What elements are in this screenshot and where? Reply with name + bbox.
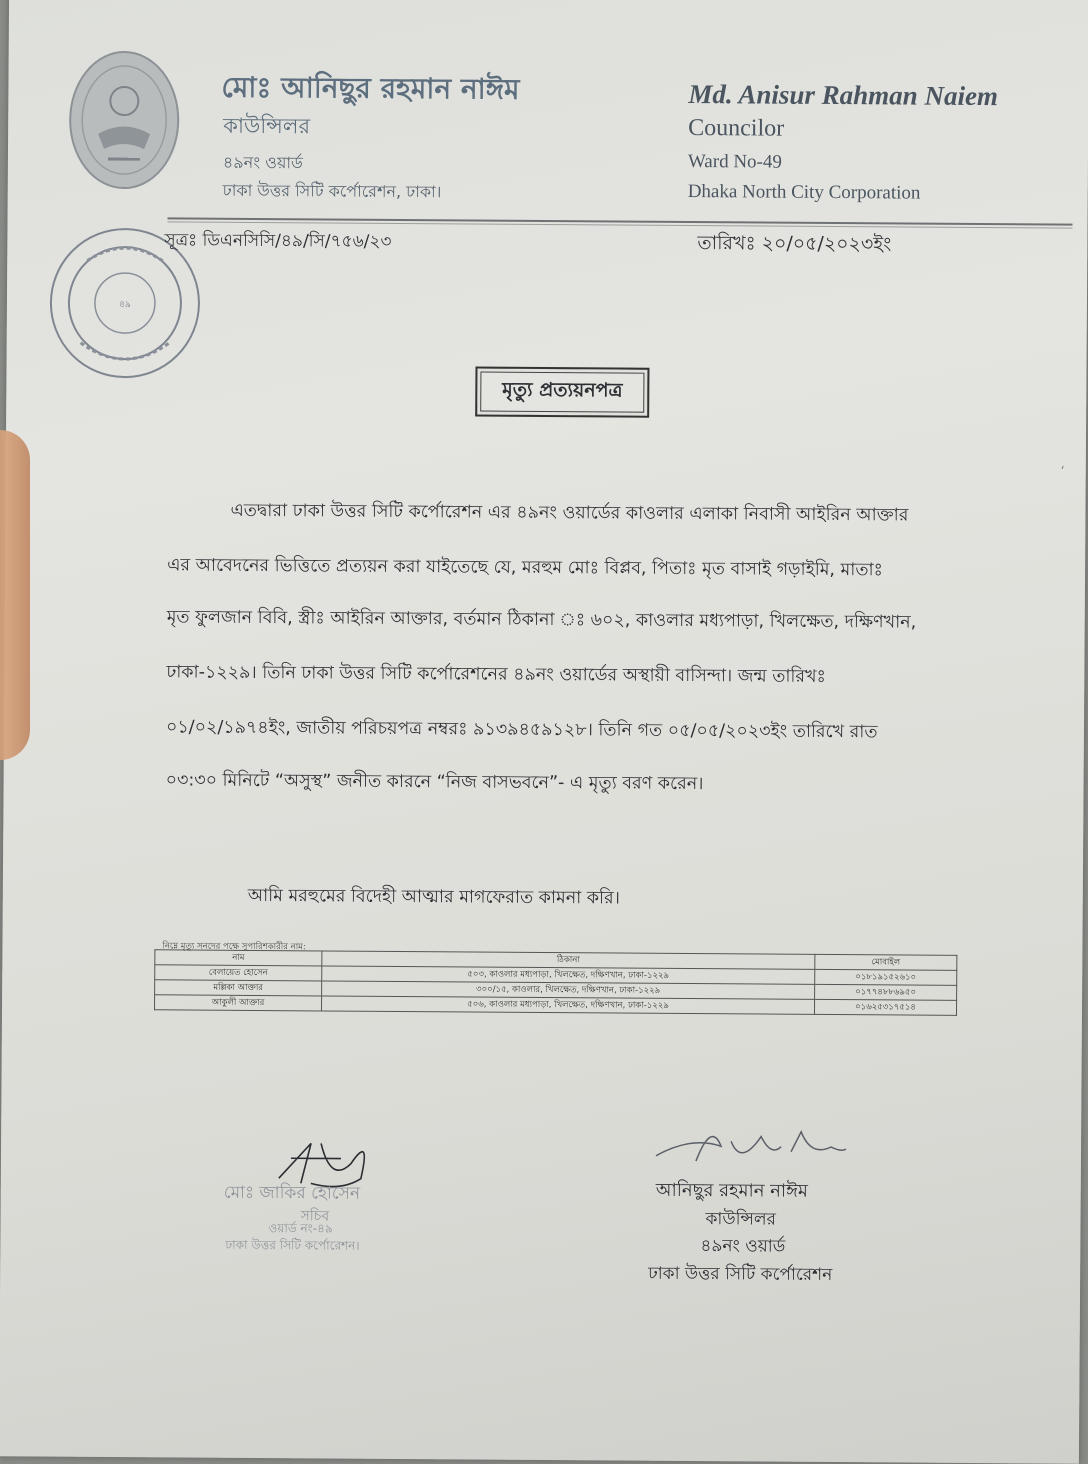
letterhead-en-corp: Dhaka North City Corporation	[687, 180, 921, 204]
secretary-ward: ওয়ার্ড নং-৪৯	[268, 1221, 333, 1236]
letterhead-en-ward: Ward No-49	[687, 150, 782, 173]
secretary-title: সচিব	[300, 1208, 330, 1225]
councilor-ward: ৪৯নং ওয়ার্ড	[700, 1236, 786, 1257]
body-line-1: এতদ্বারা ঢাকা উত্তর সিটি কর্পোরেশন এর ৪৯নং ওয়ার্ডের কাওলার এলাকা নিবাসী আইরিন আক্তার	[230, 500, 909, 526]
councilor-name: আনিছুর রহমান নাঈম	[655, 1179, 808, 1202]
letterhead-bn-ward: ৪৯নং ওয়ার্ড	[222, 152, 303, 173]
letterhead-bn-title: কাউন্সিলর	[223, 113, 311, 139]
secretary-name: মোঃ জাকির হোসেন	[223, 1182, 361, 1204]
witness-mobile: ০১৮১৯১৫২৬১০	[815, 969, 957, 985]
witness-mobile: ০১৬২৫৩১৭৫১৪	[814, 999, 956, 1015]
holding-finger	[0, 430, 30, 760]
body-line-4: ঢাকা-১২২৯। তিনি ঢাকা উত্তর সিটি কর্পোরেশনের ৪৯নং ওয়ার্ডের অস্থায়ী বাসিন্দা। জন্ম তারিখঃ	[166, 662, 826, 687]
witness-table	[154, 949, 957, 1016]
witness-mobile: ০১৭৭৪৮৮৬৯৫০	[815, 984, 957, 1000]
letterhead-bn-name: মোঃ আনিছুর রহমান নাঈম	[221, 70, 520, 106]
header-address: ঠিকানা	[322, 951, 815, 969]
letterhead-en-title: Councilor	[688, 114, 785, 142]
secretary-corp: ঢাকা উত্তর সিটি কর্পোরেশন।	[225, 1237, 360, 1253]
document-title: মৃত্যু প্রত্যয়নপত্র	[475, 367, 649, 418]
city-corporation-logo-icon	[68, 49, 181, 192]
header-name: নাম	[155, 950, 322, 966]
reference-number: সূত্রঃ ডিএনসিসি/৪৯/সি/৭৫৬/২৩	[164, 230, 392, 252]
prayer-line: আমি মরহুমের বিদেহী আত্মার মাগফেরাত কামনা করি।	[247, 885, 621, 909]
stray-mark: ‘	[1060, 463, 1065, 478]
svg-text:৪৯: ৪৯	[119, 300, 131, 311]
witness-table-caption: নিম্নে মৃত্যু সনদের পক্ষে সুপারিশকারীর নাম:	[162, 941, 306, 953]
witness-address: ৩০০/১৫, কাওলার, খিলক্ষেত, দক্ষিণখান, ঢাকা-১২২৯	[322, 981, 815, 999]
councilor-corp: ঢাকা উত্তর সিটি কর্পোরেশন	[648, 1263, 833, 1286]
councilor-signature-icon	[651, 1116, 851, 1172]
body-line-3: মৃত ফুলজান বিবি, স্ত্রীঃ আইরিন আক্তার, বর্তমান ঠিকানা ঃ ৬০২, কাওলার মধ্যপাড়া, খিলক্ষেত, দক্ষিণখান,	[166, 607, 917, 633]
witness-name: বেলায়েত হোসেন	[155, 965, 322, 981]
body-line-2: এর আবেদনের ভিত্তিতে প্রত্যয়ন করা যাইতেছে যে, মরহুম মোঃ বিপ্লব, পিতাঃ মৃত বাসাই গড়াইমি, মাতাঃ	[167, 555, 883, 581]
witness-name: মল্লিকা আক্তার	[155, 980, 322, 996]
header-mobile: মোবাইল	[815, 954, 957, 970]
witness-address: ৫০৩, কাওলার মধ্যপাড়া, খিলক্ষেত, দক্ষিণখান, ঢাকা-১২২৯	[322, 966, 815, 984]
councilor-title: কাউন্সিলর	[705, 1209, 776, 1230]
letterhead-en-name: Md. Anisur Rahman Naiem	[688, 78, 999, 112]
witness-name: আকুলী আক্তার	[155, 995, 322, 1011]
issue-date: তারিখঃ ২০/০৫/২০২৩ইং	[697, 232, 892, 256]
witness-address: ৫০৬, কাওলার মধ্যপাড়া, খিলক্ষেত, দক্ষিণখান, ঢাকা-১২২৯	[321, 996, 814, 1014]
body-line-6: ০৩:৩০ মিনিটে “অসুস্থ” জনীত কারনে “নিজ বাসভবনে”- এ মৃত্যু বরণ করেন।	[165, 770, 704, 795]
body-line-5: ০১/০২/১৯৭৪ইং, জাতীয় পরিচয়পত্র নম্বরঃ ৯১৩৯৪৫৯১২৮। তিনি গত ০৫/০৫/২০২৩ইং তারিখে রাত	[165, 717, 878, 743]
letterhead-bn-corp: ঢাকা উত্তর সিটি কর্পোরেশন, ঢাকা।	[222, 180, 442, 202]
